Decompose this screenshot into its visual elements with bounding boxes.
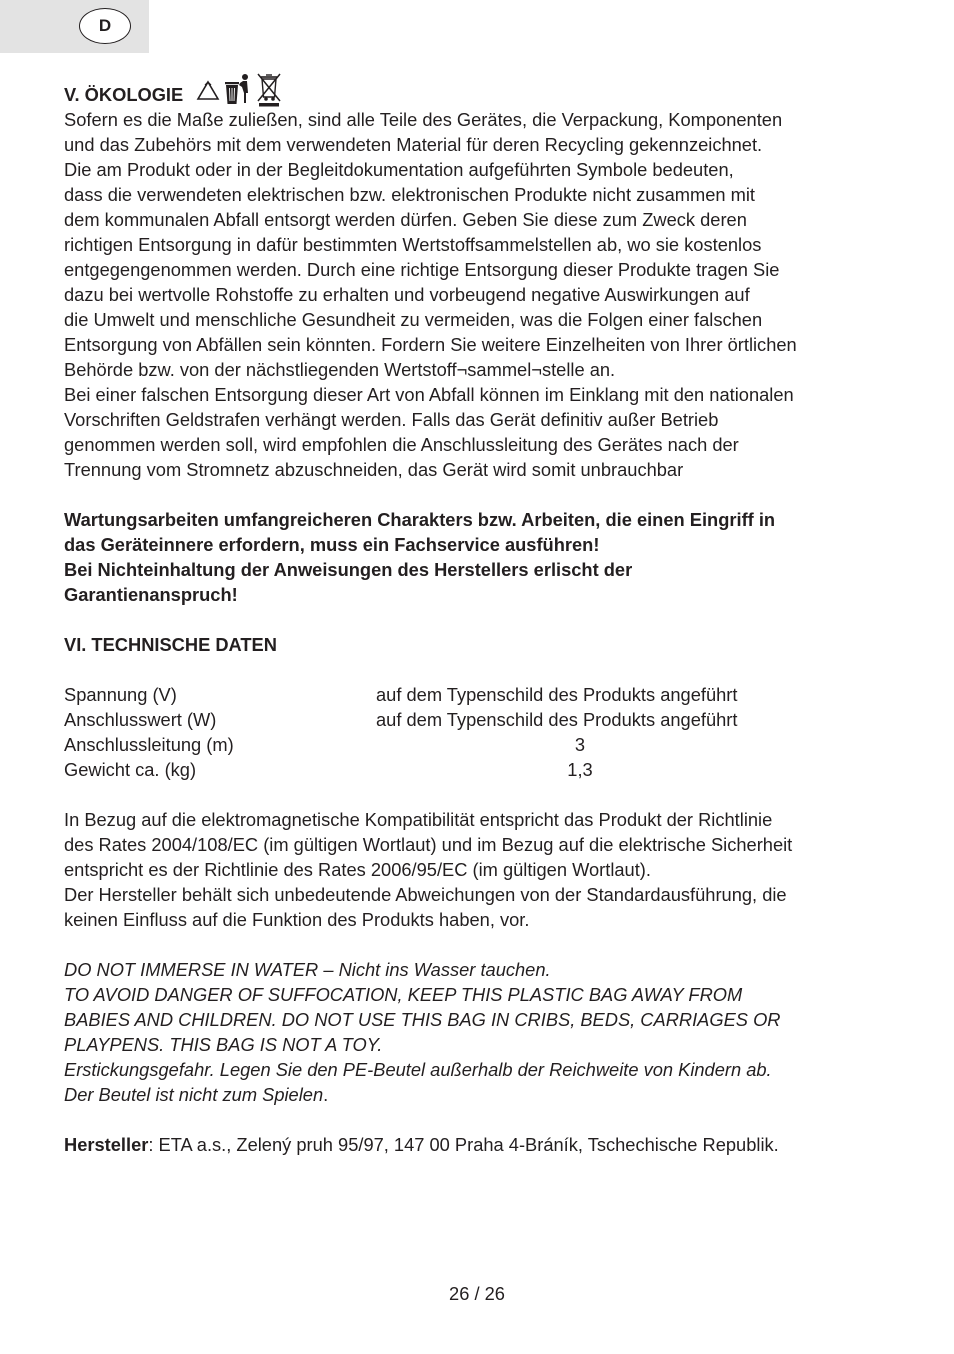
- manufacturer-text: : ETA a.s., Zelený pruh 95/97, 147 00 Praha 4-Bráník, Tschechische Republik.: [148, 1134, 779, 1155]
- spec-row: [64, 732, 894, 757]
- warning-line: Garantienanspruch!: [64, 584, 238, 605]
- text-line: genommen werden soll, wird empfohlen die Anschlussleitung des Gerätes nach der: [64, 434, 739, 455]
- recycling-20-pap-icon: [195, 80, 221, 107]
- compliance-paragraph: [64, 807, 894, 932]
- italic-line: DO NOT IMMERSE IN WATER – Nicht ins Wasser tauchen.: [64, 959, 551, 980]
- spec-label: Gewicht ca. (kg): [64, 759, 197, 780]
- warning-line: das Geräteinnere erfordern, muss ein Fachservice ausführen!: [64, 534, 600, 555]
- language-badge: D: [79, 8, 131, 44]
- text-line: entspricht es der Richtlinie des Rates 2006/95/EC (im gültigen Wortlaut).: [64, 859, 651, 880]
- italic-line: PLAYPENS. THIS BAG IS NOT A TOY.: [64, 1034, 383, 1055]
- italic-line-last: [64, 1082, 894, 1107]
- spec-label: Anschlusswert (W): [64, 709, 217, 730]
- text-line: dem kommunalen Abfall entsorgt werden dürfen. Geben Sie diese zum Zweck deren: [64, 209, 747, 230]
- text-line: entgegengenommen werden. Durch eine richtige Entsorgung dieser Produkte tragen Sie: [64, 259, 780, 280]
- page-content: [64, 80, 894, 1157]
- section-ecology-heading: [64, 80, 894, 107]
- warning-line: Bei Nichteinhaltung der Anweisungen des Herstellers erlischt der: [64, 559, 633, 580]
- service-warning: [64, 507, 894, 607]
- text-line: Behörde bzw. von der nächstliegenden Wertstoff¬sammel¬stelle an.: [64, 359, 616, 380]
- text-line: Entsorgung von Abfällen sein könnten. Fordern Sie weitere Einzelheiten von Ihrer örtlichen: [64, 334, 797, 355]
- spec-table: [64, 682, 894, 782]
- ecology-paragraph: [64, 107, 894, 482]
- text-line: Bei einer falschen Entsorgung dieser Art von Abfall können im Einklang mit den nationalen: [64, 384, 794, 405]
- spec-value: auf dem Typenschild des Produkts angeführt: [376, 684, 738, 705]
- text-line: die Umwelt und menschliche Gesundheit zu vermeiden, was die Folgen einer falschen: [64, 309, 763, 330]
- text-line: keinen Einfluss auf die Funktion des Produkts haben, vor.: [64, 909, 530, 930]
- text-line: dazu bei wertvolle Rohstoffe zu erhalten und vorbeugend negative Auswirkungen auf: [64, 284, 750, 305]
- text-line: dass die verwendeten elektrischen bzw. elektronischen Produkte nicht zusammen mit: [64, 184, 755, 205]
- spec-value: auf dem Typenschild des Produkts angeführt: [376, 709, 738, 730]
- italic-line: TO AVOID DANGER OF SUFFOCATION, KEEP THIS PLASTIC BAG AWAY FROM: [64, 984, 743, 1005]
- text-line: und das Zubehörs mit dem verwendeten Material für deren Recycling gekennzeichnet.: [64, 134, 763, 155]
- text-line: des Rates 2004/108/EC (im gültigen Wortlaut) und im Bezug auf die elektrische Sicherheit: [64, 834, 793, 855]
- italic-line: BABIES AND CHILDREN. DO NOT USE THIS BAG IN CRIBS, BEDS, CARRIAGES OR: [64, 1009, 781, 1030]
- section-ecology-title: V. ÖKOLOGIE: [64, 84, 184, 105]
- spec-row: [64, 757, 894, 782]
- text-line: Trennung vom Stromnetz abzuschneiden, das Gerät wird somit unbrauchbar: [64, 459, 684, 480]
- language-tab-background: [0, 0, 149, 53]
- safety-warning: [64, 957, 894, 1107]
- spec-row: [64, 707, 894, 732]
- spec-label: Anschlussleitung (m): [64, 734, 234, 755]
- text-line: richtigen Entsorgung in dafür bestimmten Wertstoffsammelstellen ab, wo sie kostenlos: [64, 234, 762, 255]
- manufacturer-line: [64, 1132, 894, 1157]
- spec-row: [64, 682, 894, 707]
- text-line: In Bezug auf die elektromagnetische Kompatibilität entspricht das Produkt der Richtlinie: [64, 809, 773, 830]
- italic-suffix: .: [323, 1084, 329, 1105]
- text-line: Der Hersteller behält sich unbedeutende Abweichungen von der Standardausführung, die: [64, 884, 787, 905]
- page-number: 26 / 26: [449, 1283, 505, 1304]
- tidy-man-bin-icon: [224, 73, 252, 107]
- text-line: Vorschriften Geldstrafen verhängt werden. Falls das Gerät definitiv außer Betrieb: [64, 409, 719, 430]
- spec-label: Spannung (V): [64, 684, 177, 705]
- text-line: Die am Produkt oder in der Begleitdokumentation aufgeführten Symbole bedeuten,: [64, 159, 734, 180]
- section-technical-data-title: VI. TECHNISCHE DATEN: [64, 634, 277, 655]
- italic-text: Der Beutel ist nicht zum Spielen: [64, 1084, 324, 1105]
- italic-line: Erstickungsgefahr. Legen Sie den PE-Beutel außerhalb der Reichweite von Kindern ab.: [64, 1059, 772, 1080]
- spec-value: 1,3: [567, 759, 593, 780]
- manufacturer-label: Hersteller: [64, 1134, 149, 1155]
- crossed-out-wheelie-bin-icon: [255, 71, 283, 107]
- warning-line: Wartungsarbeiten umfangreicheren Charakters bzw. Arbeiten, die einen Eingriff in: [64, 509, 776, 530]
- text-line: Sofern es die Maße zuließen, sind alle Teile des Gerätes, die Verpackung, Komponenten: [64, 109, 783, 130]
- ecology-icons: [195, 71, 283, 107]
- spec-value: 3: [574, 734, 586, 755]
